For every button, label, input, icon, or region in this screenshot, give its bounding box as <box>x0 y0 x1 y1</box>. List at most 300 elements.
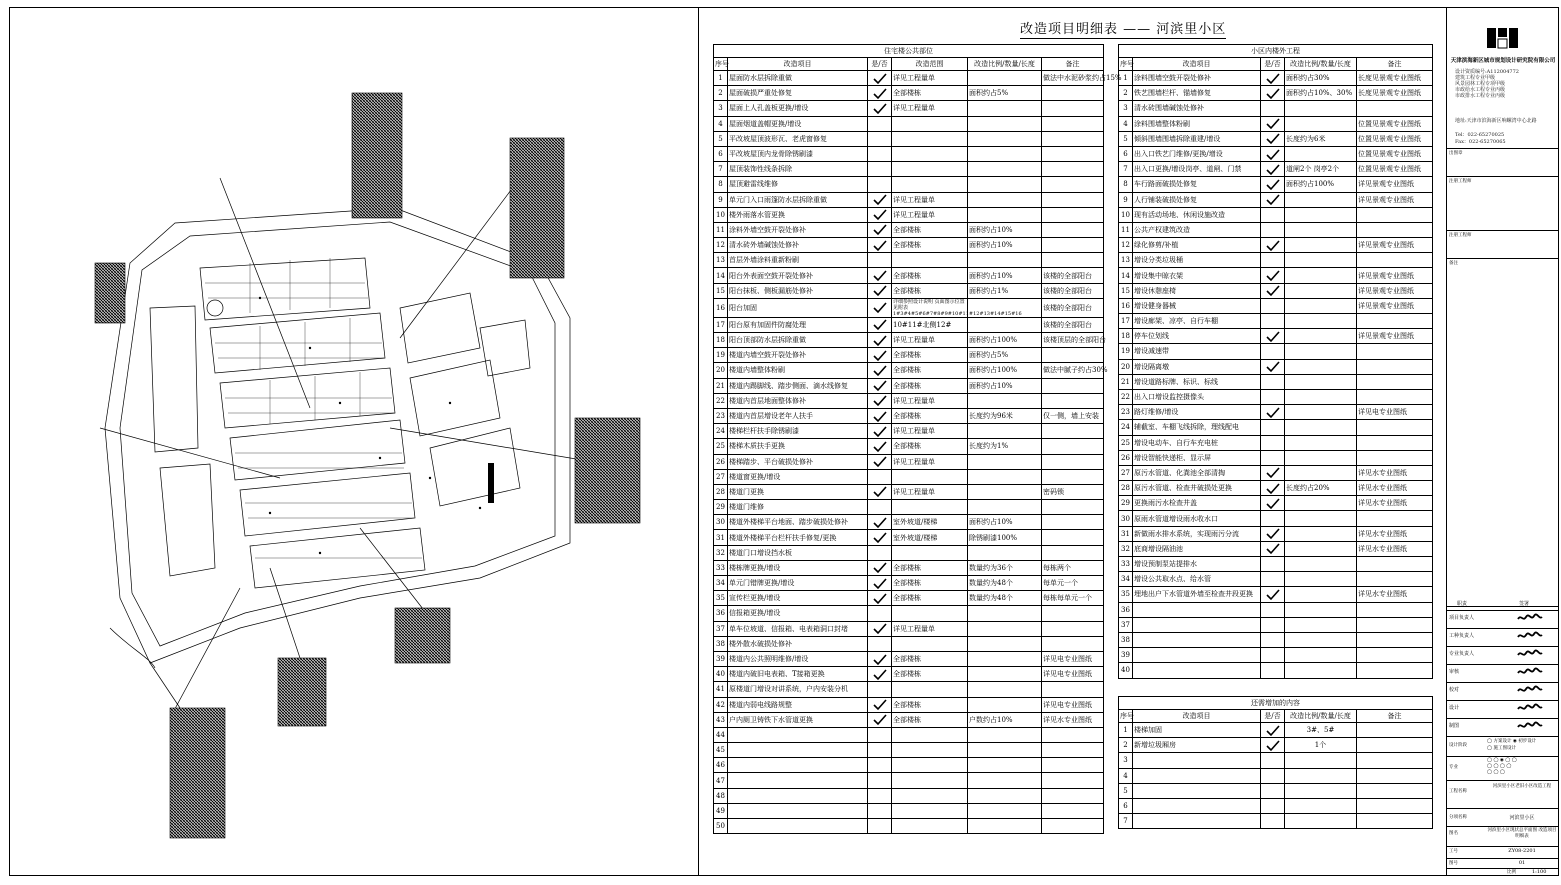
table-row <box>714 439 1104 454</box>
table-cell <box>968 682 1042 697</box>
table-row <box>714 788 1104 803</box>
table-cell: 详见景观专业图纸 <box>1357 177 1433 192</box>
sub-name: 河滨里小区 <box>1509 815 1535 821</box>
table-row <box>1119 283 1433 298</box>
table-cell: 增设健身器械 <box>1133 298 1261 313</box>
table-cell: 34 <box>714 576 728 591</box>
check-mark-icon <box>1266 240 1280 251</box>
column-header: 改造比例/数量/长度 <box>968 58 1042 71</box>
check-cell <box>868 116 892 131</box>
table-cell: 26 <box>714 454 728 469</box>
check-cell <box>1261 146 1285 161</box>
table-cell: 楼道门更换 <box>728 484 868 499</box>
table-row <box>714 667 1104 682</box>
column-header: 序号 <box>1119 710 1133 723</box>
table-cell: 详见电专业图纸 <box>1357 405 1433 420</box>
check-cell <box>1261 192 1285 207</box>
table-row <box>1119 374 1433 389</box>
table-cell: 4 <box>714 116 728 131</box>
table-cell: 2 <box>714 86 728 101</box>
table-cell: 36 <box>714 606 728 621</box>
table-cell <box>1042 545 1104 560</box>
check-mark-icon <box>1266 740 1280 751</box>
table-cell <box>968 500 1042 515</box>
check-cell <box>1261 207 1285 222</box>
table-cell: 信报箱更换/增设 <box>728 606 868 621</box>
table-row <box>714 177 1104 192</box>
table-cell <box>1042 146 1104 161</box>
check-cell <box>1261 465 1285 480</box>
table-row <box>1119 602 1433 617</box>
table-row <box>714 803 1104 818</box>
check-mark-icon <box>873 593 887 604</box>
table-cell <box>1285 768 1357 783</box>
table-cell: 全部楼栋 <box>892 268 968 283</box>
table-cell <box>1357 557 1433 572</box>
company-logo-icon <box>1485 26 1521 50</box>
table-row <box>714 298 1104 317</box>
role-label: 制图 <box>1449 723 1460 729</box>
check-mark-icon <box>873 699 887 710</box>
table-cell: 39 <box>714 651 728 666</box>
check-cell <box>1261 783 1285 798</box>
check-mark-icon <box>873 350 887 361</box>
check-cell <box>868 162 892 177</box>
table-row <box>1119 238 1433 253</box>
table-cell: 2 <box>1119 738 1133 753</box>
table-cell <box>1285 632 1357 647</box>
table-cell <box>1042 803 1104 818</box>
table-cell <box>1042 162 1104 177</box>
table-cell: 增设隔离墩 <box>1133 359 1261 374</box>
table-cell: 新做雨水排水系统，实现雨污分流 <box>1133 526 1261 541</box>
table-cell <box>1357 768 1433 783</box>
table-cell <box>1285 389 1357 404</box>
table-cell <box>1133 632 1261 647</box>
table-cell: 铁艺围墙栏杆、锚墙修复 <box>1133 86 1261 101</box>
table-cell <box>1285 405 1357 420</box>
table-cell: 3 <box>714 101 728 116</box>
table-row <box>1119 344 1433 359</box>
table-cell: 原污水管道、检查井破损处更换 <box>1133 481 1261 496</box>
table-cell: 18 <box>1119 329 1133 344</box>
table-cell: 楼道内公共照明维修/增设 <box>728 651 868 666</box>
table-cell <box>968 606 1042 621</box>
table-cell: 40 <box>1119 663 1133 678</box>
table-cell <box>1285 101 1357 116</box>
check-mark-icon <box>873 517 887 528</box>
table-cell <box>1285 648 1357 663</box>
table-cell: 增设减速带 <box>1133 344 1261 359</box>
table-cell: 6 <box>714 146 728 161</box>
table-row <box>714 545 1104 560</box>
table-cell: 面积约占10% <box>968 378 1042 393</box>
table-row <box>1119 420 1433 435</box>
table-row <box>1119 541 1433 556</box>
check-cell <box>868 621 892 636</box>
table-cell: 楼外散水破损处修补 <box>728 636 868 651</box>
check-mark-icon <box>873 426 887 437</box>
table-cell <box>1133 798 1261 813</box>
table-cell <box>1133 617 1261 632</box>
role-label: 审核 <box>1449 669 1460 675</box>
table-cell <box>1042 819 1104 834</box>
table-row <box>714 819 1104 834</box>
table-cell: 增设休憩座椅 <box>1133 283 1261 298</box>
table-cell: 辅截室、车棚飞线拆除，理线配电 <box>1133 420 1261 435</box>
title-block: 天津滨海新区城市规划设计研究院有限公司 设计资质编号:A112004772 建筑工程专业甲级 风景园林工程专项甲级 市政给水工程专业丙级 市政排水工程专业丙级 地址:天津市滨海新区响螺湾中心北路 Tel：022-65270025 Fax：022-65270065 出图章 注册工程师 注册工程师 备注 职责 签署 项目负责人 工种负责人 专业负责人 审核 校对 设计 制图 设计阶段 ◯ 方案设计 ◉ 初步设计 ◯ 施工图设计 专业 ◯ ◯ ◉ ◯ ◯ ◯ ◯ ◯ ◯ ◯ ◯ ◯ 工程名称 河滨里小区老旧小区改造工程 分项名称 河滨里小区 图名 河滨里小区现状总平面图 改造项目明细表 工号 ZY08-2201 图号 01 比例 1:100 <box>1446 8 1558 875</box>
table-cell: 25 <box>714 439 728 454</box>
table-row <box>714 773 1104 788</box>
table-cell: 底商增设隔油池 <box>1133 541 1261 556</box>
table-cell: 长度约占20% <box>1285 481 1357 496</box>
table-cell <box>1357 632 1433 647</box>
table-cell <box>1285 268 1357 283</box>
table-row <box>714 606 1104 621</box>
table-cell: 详见景观专业图纸 <box>1357 238 1433 253</box>
table-row <box>714 408 1104 423</box>
table-cell: 增设道路标牌、标识、标线 <box>1133 374 1261 389</box>
table-cell <box>1133 648 1261 663</box>
table-cell: 室外坡道/楼梯 <box>892 515 968 530</box>
extra-content-title: 还需增加的内容 <box>1119 697 1433 710</box>
table-cell: 停车位划线 <box>1133 329 1261 344</box>
stamp-label-2: 注册工程师 <box>1449 179 1472 184</box>
table-cell <box>1133 783 1261 798</box>
table-cell <box>1285 511 1357 526</box>
table-cell: 每栋每单元一个 <box>1042 591 1104 606</box>
check-mark-icon <box>873 319 887 330</box>
table-cell: 增设集中晾衣架 <box>1133 268 1261 283</box>
check-mark-icon <box>873 270 887 281</box>
extra-content-table <box>1118 696 1433 829</box>
table-cell: 数量约为48个 <box>968 576 1042 591</box>
table-cell: 户数约占10% <box>968 712 1042 727</box>
table-cell <box>1285 420 1357 435</box>
check-mark-icon <box>873 285 887 296</box>
table-cell <box>1042 454 1104 469</box>
table-cell: 23 <box>1119 405 1133 420</box>
table-cell: 35 <box>714 591 728 606</box>
check-cell <box>1261 374 1285 389</box>
table-cell: 面积约占100% <box>968 363 1042 378</box>
check-cell <box>868 177 892 192</box>
table-cell <box>1042 515 1104 530</box>
table-cell: 详见水专业图纸 <box>1357 526 1433 541</box>
table-cell: 位置见景观专业图纸 <box>1357 116 1433 131</box>
check-cell <box>1261 541 1285 556</box>
check-cell <box>868 743 892 758</box>
column-header: 是/否 <box>1261 58 1285 71</box>
outdoor-works-table <box>1118 44 1433 679</box>
table-row <box>1119 222 1433 237</box>
table-cell <box>892 469 968 484</box>
check-mark-icon <box>1266 528 1280 539</box>
check-mark-icon <box>873 365 887 376</box>
table-cell <box>968 71 1042 86</box>
certificate-line: 市政给水工程专业丙级 <box>1455 87 1506 93</box>
table-cell: 楼道内首层地面整体修补 <box>728 393 868 408</box>
table-cell: 平改坡屋顶波形瓦、老虎窗修复 <box>728 131 868 146</box>
public-parts-table <box>713 44 1122 834</box>
table-cell <box>1042 192 1104 207</box>
table-row <box>1119 450 1433 465</box>
job-no-label: 工号 <box>1449 849 1458 854</box>
table-cell <box>892 131 968 146</box>
check-cell <box>868 682 892 697</box>
table-cell <box>892 116 968 131</box>
check-cell <box>1261 222 1285 237</box>
table-cell <box>1357 374 1433 389</box>
check-mark-icon <box>1266 285 1280 296</box>
table-row <box>714 758 1104 773</box>
site-plan <box>10 8 699 875</box>
table-cell <box>1042 253 1104 268</box>
check-cell <box>1261 253 1285 268</box>
table-cell <box>1357 253 1433 268</box>
check-cell <box>868 545 892 560</box>
table-row <box>1119 192 1433 207</box>
table-cell <box>1042 530 1104 545</box>
table-row <box>1119 162 1433 177</box>
table-cell: 全部楼栋 <box>892 222 968 237</box>
table-cell <box>1042 788 1104 803</box>
table-cell <box>1357 314 1433 329</box>
table-cell: 原雨水管道增设雨水收水口 <box>1133 511 1261 526</box>
check-cell <box>1261 587 1285 602</box>
table-row <box>714 469 1104 484</box>
check-cell <box>868 500 892 515</box>
check-cell <box>1261 162 1285 177</box>
table-cell <box>1285 435 1357 450</box>
table-cell <box>1042 131 1104 146</box>
table-cell <box>968 727 1042 742</box>
signature-row <box>1447 646 1559 661</box>
table-cell: 涂料围墙整体粉刷 <box>1133 116 1261 131</box>
table-cell: 3 <box>1119 101 1133 116</box>
table-cell: 详见工程量单 <box>892 621 968 636</box>
table-row <box>1119 557 1433 572</box>
table-cell: 增设公共取水点、给水管 <box>1133 572 1261 587</box>
table-cell <box>1285 602 1357 617</box>
table-cell <box>968 758 1042 773</box>
table-cell: 楼道内墙空鼓开裂处修补 <box>728 348 868 363</box>
table-row <box>1119 663 1433 678</box>
table-row <box>1119 177 1433 192</box>
table-cell <box>968 819 1042 834</box>
table-cell <box>1285 374 1357 389</box>
table-cell <box>1285 798 1357 813</box>
table-row <box>714 192 1104 207</box>
table-row <box>714 500 1104 515</box>
outdoor-works-title: 小区内楼外工程 <box>1119 45 1433 58</box>
table-row <box>1119 511 1433 526</box>
table-cell <box>968 424 1042 439</box>
check-mark-icon <box>873 562 887 573</box>
table-row <box>1119 648 1433 663</box>
check-cell <box>868 283 892 298</box>
table-cell <box>892 788 968 803</box>
table-cell <box>1285 222 1357 237</box>
table-cell: 长度约为1% <box>968 439 1042 454</box>
scale-value: 1:100 <box>1532 869 1547 875</box>
table-cell <box>1357 344 1433 359</box>
check-mark-icon <box>1266 270 1280 281</box>
signature-icon <box>1517 685 1543 695</box>
signature-icon <box>1517 667 1543 677</box>
table-cell: 阳台抹板、侧板漏筋处修补 <box>728 283 868 298</box>
table-row <box>714 283 1104 298</box>
table-cell: 17 <box>1119 314 1133 329</box>
check-mark-icon <box>873 578 887 589</box>
check-cell <box>1261 101 1285 116</box>
table-cell: 14 <box>1119 268 1133 283</box>
check-cell <box>868 363 892 378</box>
job-no: ZY08-2201 <box>1508 848 1536 854</box>
table-cell <box>968 393 1042 408</box>
check-cell <box>868 819 892 834</box>
table-cell <box>968 773 1042 788</box>
table-cell: 35 <box>1119 587 1133 602</box>
table-cell <box>1357 511 1433 526</box>
signature-icon <box>1517 613 1543 623</box>
table-cell: 楼梯加固 <box>1133 723 1261 738</box>
table-cell <box>968 651 1042 666</box>
check-mark-icon <box>873 623 887 634</box>
table-row <box>714 101 1104 116</box>
check-mark-icon <box>1266 133 1280 144</box>
table-row <box>714 86 1104 101</box>
table-cell: 面积约占5% <box>968 86 1042 101</box>
table-cell: 44 <box>714 727 728 742</box>
table-cell: 12 <box>1119 238 1133 253</box>
table-row <box>1119 465 1433 480</box>
table-cell <box>1042 116 1104 131</box>
table-row <box>714 682 1104 697</box>
table-cell: 11 <box>1119 222 1133 237</box>
table-cell <box>1285 344 1357 359</box>
table-row <box>714 424 1104 439</box>
table-row <box>1119 587 1433 602</box>
table-cell: 43 <box>714 712 728 727</box>
table-cell <box>1285 146 1357 161</box>
check-mark-icon <box>1266 194 1280 205</box>
check-cell <box>868 667 892 682</box>
table-cell: 18 <box>714 333 728 348</box>
table-cell <box>968 207 1042 222</box>
table-cell: 详见水专业图纸 <box>1357 496 1433 511</box>
table-cell <box>892 545 968 560</box>
table-cell <box>728 819 868 834</box>
table-cell <box>1285 298 1357 313</box>
table-cell: 清水砖外墙碱蚀处修补 <box>728 238 868 253</box>
table-cell <box>892 253 968 268</box>
table-cell: 36 <box>1119 602 1133 617</box>
table-cell: 楼道门维修 <box>728 500 868 515</box>
stage-label: 设计阶段 <box>1449 743 1467 748</box>
table-cell: 原污水管道、化粪池全部清掏 <box>1133 465 1261 480</box>
table-cell <box>968 253 1042 268</box>
table-cell: 详见工程量单 <box>892 192 968 207</box>
table-cell <box>1285 192 1357 207</box>
table-row <box>714 253 1104 268</box>
table-row <box>714 515 1104 530</box>
table-cell: 楼道内弱电线路规整 <box>728 697 868 712</box>
check-cell <box>868 268 892 283</box>
table-row <box>1119 359 1433 374</box>
table-cell <box>1357 738 1433 753</box>
table-cell: 全部楼栋 <box>892 348 968 363</box>
table-cell: 面积约占10% <box>968 515 1042 530</box>
table-cell: 5 <box>714 131 728 146</box>
check-cell <box>868 408 892 423</box>
check-cell <box>868 591 892 606</box>
table-cell: 详见电专业图纸 <box>1042 697 1104 712</box>
table-cell <box>968 545 1042 560</box>
table-cell: 7 <box>1119 814 1133 829</box>
table-cell <box>1285 557 1357 572</box>
role-header-right: 签署 <box>1519 601 1530 607</box>
check-cell <box>868 131 892 146</box>
table-row <box>714 651 1104 666</box>
table-row <box>1119 481 1433 496</box>
table-cell: 密码锁 <box>1042 484 1104 499</box>
table-cell: 仅一侧，墙上安装 <box>1042 408 1104 423</box>
table-cell <box>1042 727 1104 742</box>
table-cell: 详见景观专业图纸 <box>1357 283 1433 298</box>
table-cell: 该楼的全部阳台 <box>1042 283 1104 298</box>
table-row <box>714 530 1104 545</box>
table-cell: 楼梯栏杆扶手除锈刷漆 <box>728 424 868 439</box>
table-cell: 详见景观专业图纸 <box>1357 192 1433 207</box>
check-cell <box>1261 450 1285 465</box>
table-cell <box>1133 814 1261 829</box>
table-cell: 屋面破损严重处修复 <box>728 86 868 101</box>
table-cell <box>892 162 968 177</box>
check-cell <box>1261 738 1285 753</box>
table-cell: 全部楼栋 <box>892 667 968 682</box>
table-cell: 33 <box>1119 557 1133 572</box>
table-cell: 屋面上人孔盖板更换/增设 <box>728 101 868 116</box>
public-parts-title: 住宅楼公共部位 <box>714 45 1104 58</box>
role-label: 工种负责人 <box>1449 633 1475 639</box>
check-mark-icon <box>873 103 887 114</box>
company-fax: Fax：022-65270065 <box>1455 139 1506 145</box>
check-mark-icon <box>1266 331 1280 342</box>
table-cell <box>892 606 968 621</box>
table-cell <box>1133 602 1261 617</box>
table-row <box>714 363 1104 378</box>
check-cell <box>868 758 892 773</box>
table-cell: 阳台外表面空鼓开裂处修补 <box>728 268 868 283</box>
table-cell <box>1285 496 1357 511</box>
table-row <box>1119 207 1433 222</box>
table-cell <box>728 773 868 788</box>
check-mark-icon <box>873 456 887 467</box>
table-cell: 面积约占100% <box>1285 177 1357 192</box>
table-cell: 9 <box>1119 192 1133 207</box>
table-cell <box>1042 86 1104 101</box>
table-cell: 全部楼栋 <box>892 363 968 378</box>
check-mark-icon <box>873 224 887 235</box>
table-cell: 34 <box>1119 572 1133 587</box>
table-cell: 27 <box>714 469 728 484</box>
table-cell <box>1042 177 1104 192</box>
drawing-no: 01 <box>1518 860 1526 866</box>
check-cell <box>1261 344 1285 359</box>
table-cell: 位置见景观专业图纸 <box>1357 146 1433 161</box>
table-cell: 30 <box>714 515 728 530</box>
